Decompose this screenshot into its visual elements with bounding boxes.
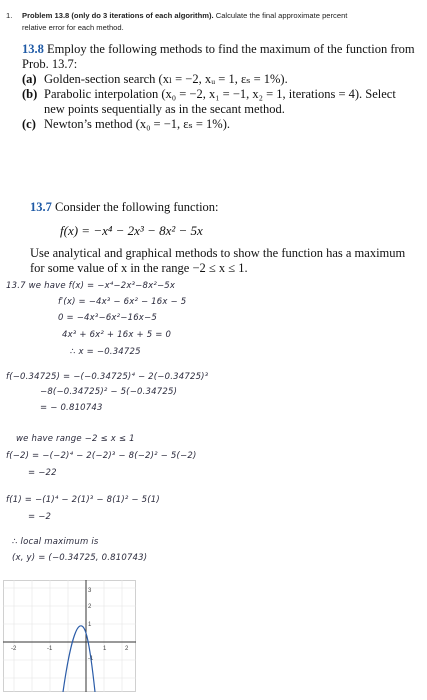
tick-label: -1 [88,656,94,662]
part-b-label: (b) [22,87,38,101]
handwriting-line: 4x³ + 6x² + 16x + 5 = 0 [62,330,172,340]
part-b-text: Parabolic interpolation (x₀ = −2, x₁ = −1, x₂ = 1, iterations = 4). Select new points sequentially as in the secant method. [44,87,396,116]
part-a-label: (a) [22,72,37,86]
part-a-text: Golden-section search (xₗ = −2, xᵤ = 1, εₛ = 1%). [44,72,288,86]
graph-frame [4,581,136,692]
handwriting-line: we have range −2 ≤ x ≤ 1 [16,434,135,444]
problem-label: Problem 13.8 [22,11,70,20]
tick-label: 1 [88,622,92,628]
handwriting-line: (x, y) = (−0.34725, 0.810743) [12,553,148,563]
function-graph [3,580,136,692]
handwriting-line: = −22 [28,468,57,478]
handwriting-line: = −2 [28,512,52,522]
handwriting-line: ∴ x = −0.34725 [70,347,141,357]
part-a [22,72,418,87]
handwriting-line: f(−2) = −(−2)⁴ − 2(−2)³ − 8(−2)² − 5(−2) [6,451,197,461]
part-c-label: (c) [22,117,36,131]
tick-label: 2 [125,646,129,652]
tick-label: -1 [47,646,53,652]
problem-number: 13.8 [22,42,44,56]
problem-13-8 [22,42,418,132]
handwriting-line: 0 = −4x³−6x²−16x−5 [58,313,157,323]
function-definition: f(x) = −x⁴ − 2x³ − 8x² − 5x [60,223,203,238]
handwriting-line: 13.7 we have f(x) = −x⁴−2x³−8x²−5x [6,281,176,291]
question-number: 1. [6,11,13,20]
handwriting-line: −8(−0.34725)² − 5(−0.34725) [40,387,178,397]
handwriting-line: = − 0.810743 [40,403,103,413]
handwriting-line: ∴ local maximum is [12,537,99,547]
reference-number: 13.7 [30,200,52,214]
handwriting-line: f(1) = −(1)⁴ − 2(1)³ − 8(1)² − 5(1) [6,495,160,505]
reference-problem [30,200,219,215]
handwriting-line: f(−0.34725) = −(−0.34725)⁴ − 2(−0.34725)³ [6,372,209,382]
handwriting-line: f′(x) = −4x³ − 6x² − 16x − 5 [58,297,187,307]
header-line-2: relative error for each method. [22,23,124,32]
header-rest: Calculate the final approximate percent [213,11,348,20]
iteration-note: (only do 3 iterations of each algorithm). [71,11,214,20]
reference-text: Consider the following function: [51,200,219,214]
part-c [22,117,418,132]
tick-label: 1 [103,646,107,652]
part-b [22,87,418,117]
problem-intro: Employ the following methods to find the maximum of the function from Prob. 13.7: [22,42,415,71]
tick-label: -2 [11,646,17,652]
tick-label: 2 [88,604,92,610]
part-c-text: Newton’s method (x₀ = −1, εₛ = 1%). [44,117,230,131]
question-header [6,10,421,34]
graph-svg [3,580,136,692]
tick-label: 3 [88,588,92,594]
reference-instructions: Use analytical and graphical methods to show the function has a maximum for some value of x in the range −2 ≤ x ≤ 1. [30,246,406,275]
